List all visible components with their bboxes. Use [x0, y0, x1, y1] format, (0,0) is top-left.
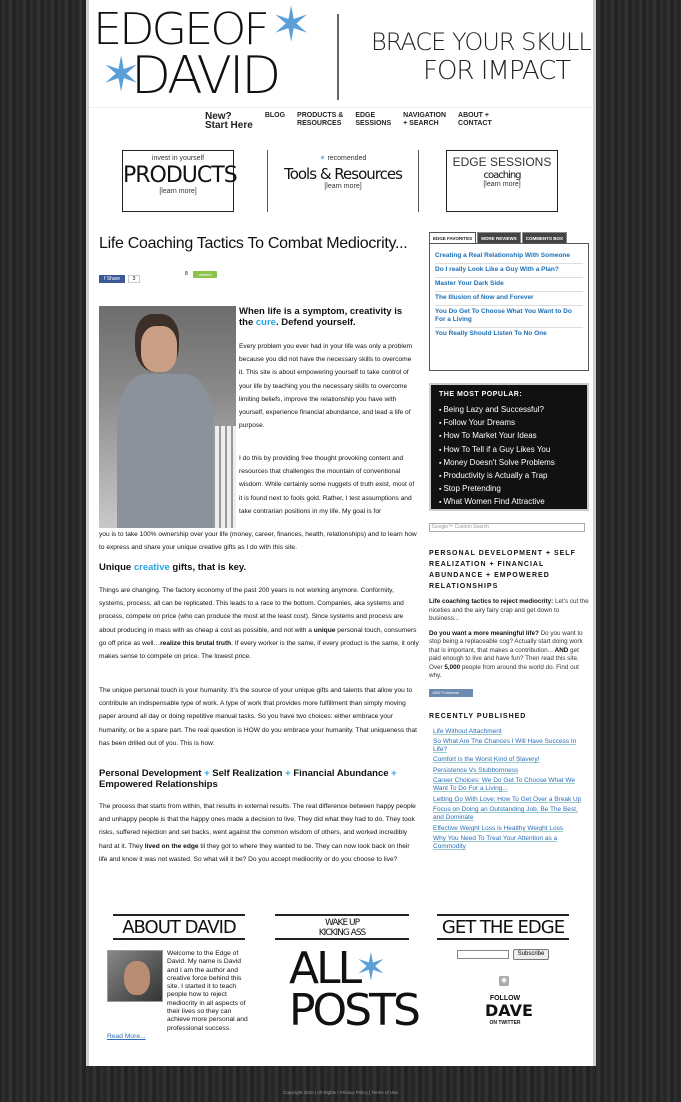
promo-learn-more: [learn more]: [159, 188, 197, 195]
pd-question: Do you want a more meaningful life?: [429, 629, 539, 637]
text-run: . If every worker is the same, if every product is the same, it only makes sense to compete on price. The lowest price.: [99, 639, 419, 661]
follow-line-1: FOLLOW: [489, 995, 521, 1002]
promo-small: EDGE SESSIONS: [452, 155, 552, 169]
text-run: people from around the world do. Find out why.: [429, 663, 579, 679]
nav-start-line-2: Start Here: [205, 120, 253, 131]
sidebar-tabs: [429, 232, 589, 243]
text-run: personal touch, consumers go off price as well…: [99, 626, 417, 647]
page-container: [86, 0, 596, 1066]
favorite-link[interactable]: Do I really Look Like a Guy With a Plan?: [435, 264, 583, 278]
nav-label: NAVIGATION: [403, 112, 447, 119]
plus-sign: +: [204, 768, 210, 779]
nav-blog[interactable]: [265, 112, 285, 120]
about-body: Welcome to the Edge of David. My name is David and I am the author and creative force behind this site. I started it to teach people how to reject mediocrity in all aspects of their lives so they can achieve more personal and professional success.: [167, 950, 248, 1032]
sec3-a: Personal Development: [99, 768, 205, 779]
feed-count-badge[interactable]: 1657 Followers: [429, 689, 473, 697]
footer-widgets: [89, 906, 593, 1056]
section-heading-personal-development: [99, 768, 419, 790]
share-count: 3: [128, 275, 140, 283]
recent-post-link[interactable]: Life Without Attachment: [433, 727, 502, 735]
logo-line-2: DAVID: [131, 46, 279, 106]
wake-line-1: WAKE UP: [324, 918, 360, 928]
sec2-pre: Unique: [99, 562, 134, 573]
promo-learn-more: [learn more]: [324, 183, 362, 190]
tweet-count: 8: [185, 271, 188, 277]
pd-body: [429, 630, 589, 681]
intro-paragraph-1: Every problem you ever had in your life was only a problem because you did not have the necessary skills to overcome it. This site is about empowering yourself to take control of your life by teaching you the necessary skills to overcome limiting beliefs, improve the relationship you have with yourself, experience financial abundance, and lead a life of purpose.: [239, 343, 412, 430]
article-title: Life Coaching Tactics To Combat Mediocrity...: [99, 235, 408, 252]
recent-post-link[interactable]: Effective Weight Loss is Healthy Weight Loss: [433, 824, 564, 832]
nav-label: PRODUCTS &: [297, 112, 344, 119]
popular-link[interactable]: ▪ How To Market Your Ideas: [439, 430, 579, 443]
tagline-line-2: FOR IMPACT: [423, 56, 571, 86]
popular-link[interactable]: ▪ Productivity is Actually a Trap: [439, 470, 579, 483]
subscribe-email-input[interactable]: [457, 950, 509, 959]
bold-text: 5,000: [444, 663, 461, 671]
photo-face: [141, 326, 177, 372]
pd-lead: Life coaching tactics to reject mediocrity:: [429, 598, 554, 605]
photo-shirt: [117, 374, 213, 528]
main-article: [99, 234, 419, 863]
popular-link[interactable]: ▪ What Women Find Attractive: [439, 496, 579, 509]
favorites-list: [429, 243, 589, 371]
most-popular-title: THE MOST POPULAR:: [439, 391, 523, 398]
favorite-link[interactable]: You Do Get To Choose What You Want to Do For a Living: [435, 306, 583, 328]
site-header: [89, 0, 593, 108]
intro-heading-post: . Defend yourself.: [275, 317, 356, 328]
follow-line-3: ON TWITTER: [489, 1020, 521, 1026]
section-heading-unique: [99, 562, 419, 573]
nav-about-contact[interactable]: [458, 112, 492, 128]
nav-label: EDGE: [355, 112, 376, 119]
nav-label: RESOURCES: [297, 120, 342, 127]
bold-text: lived on the edge: [144, 842, 199, 850]
intro-paragraph-2: I do this by providing free thought provoking content and resources that challenges the mountain of conventional wisdom. While certainly some nuggets of truth exist, most of it is found next to fools gold. Rather, I test assumptions and take contrarian positions in my life. My goal is for: [239, 455, 415, 515]
tagline-line-1: BRACE YOUR SKULL: [371, 28, 591, 56]
recent-post-link[interactable]: Career Choices: We Do Get To Choose What We Want To Do For a Living...: [433, 777, 575, 793]
nav-label: SESSIONS: [355, 120, 392, 127]
promo-learn-more: [learn more]: [483, 181, 521, 188]
popular-link[interactable]: ▪ Stop Pretending: [439, 483, 579, 496]
text-run: get paid enough to live and have fun? Then read this site. Over: [429, 646, 579, 671]
intro-heading-accent: cure: [255, 317, 276, 328]
recent-posts-list: [433, 728, 589, 852]
wake-line-2: KICKING ASS: [318, 928, 366, 938]
logo-line-1: EDGEOF: [93, 3, 267, 55]
star-icon: ✶: [271, 0, 312, 52]
site-logo[interactable]: [93, 2, 329, 106]
section-paragraph: [99, 800, 419, 866]
recent-post-link[interactable]: Comfort is the Worst Kind of Slavery!: [433, 756, 540, 764]
promo-big: PRODUCTS: [123, 163, 237, 188]
sec2-accent: creative: [133, 562, 170, 573]
intro-paragraph-3: you is to take 100% ownership over your life (money, career, finances, health, relationships) and to learn how to express and share your unique creative gifts as I do with this site.: [99, 531, 417, 552]
about-text: [107, 950, 253, 1041]
follow-twitter-link[interactable]: [485, 994, 533, 1028]
nav-label: CONTACT: [458, 120, 492, 127]
tab-edge-favorites[interactable]: EDGE FAVORITES: [429, 232, 476, 243]
most-popular-box: [429, 383, 589, 511]
author-photo: [99, 306, 236, 528]
wake-up-heading: [275, 914, 409, 940]
nav-navigation-search[interactable]: [403, 112, 446, 128]
all-posts-line-2: POSTS: [289, 985, 418, 1036]
sec2-post: gifts, that is key.: [169, 562, 247, 573]
favorite-link[interactable]: Creating a Real Relationship With Someone: [435, 250, 583, 264]
nav-products-resources[interactable]: [297, 112, 343, 128]
retweet-button[interactable]: retweet: [193, 271, 217, 278]
recent-post-link[interactable]: Letting Go With Love: How To Get Over a Break Up: [433, 795, 582, 803]
recent-post-link[interactable]: Focus on Doing an Outstanding Job, Be The Best, and Dominate: [433, 806, 578, 822]
header-divider: [337, 14, 339, 100]
copyright: Copyright 2010 | All Rights | Privacy Policy | Terms of Use: [283, 1090, 398, 1095]
bold-text: unique: [313, 626, 336, 634]
nav-start-here[interactable]: [205, 112, 253, 130]
subscribe-button[interactable]: Subscribe: [513, 949, 549, 960]
star-icon: ✶: [101, 49, 142, 102]
nav-label: BLOG: [264, 112, 286, 119]
bold-text: realize this brutal truth: [160, 639, 232, 647]
text-run: The process that starts from within, that results in external results. The real difference between happy people and unhappy people is that the happy ones made a decision to live. They did what they had to do. They took risks, suffered rejection and set backs, went against the common wisdom of others, and worked incredibly hard at it. They: [99, 803, 416, 850]
text-run: til they got to where they wanted to be. They can now look back on their life and know it was not wasted. So what will it be? Do you accept mediocrity or do you choose to live?: [99, 842, 410, 863]
section-paragraph: The unique personal touch is your humanity. It’s the source of your unique gifts and talents that allow you to contribute an indispensable type of work. A type of work that provides more fulfillment than simply moving paper around all day or doing repetitive manual tasks. So you have two choices: either embrace your humanity, or be a spare part. The real question is HOW do you embrace your humanity. That uniqueness that has been drilled out of you. This is how:: [99, 687, 418, 747]
bold-text: AND: [554, 646, 569, 654]
sidebar: [429, 232, 589, 854]
promo-small: invest in yourself: [151, 155, 205, 162]
intro-heading-pre: When life is a symptom, creativity is the: [239, 306, 403, 328]
text-run: Things are changing. The factory economy of the past 200 years is not working anymore. Conformity, systems, process, all can be replicated. This leads to a race to the bottom. Companies, aka systems and process, compete on price (who can produce the most at the least cost). Since systems and process are about producing in mass with as cheap a cost as possible, and not with a: [99, 587, 404, 634]
facebook-icon: f: [103, 276, 107, 282]
text-run: Do you want to stop being a replaceable cog? Actually start doing work that is important, that makes a contribution...: [429, 629, 583, 654]
popular-link[interactable]: ▪ How To Tell if a Guy Likes You: [439, 444, 579, 457]
favorite-link[interactable]: You Really Should Listen To No One: [435, 330, 547, 337]
get-the-edge-heading: GET THE EDGE: [437, 914, 569, 940]
recent-post-link[interactable]: So What Are The Chances I Will Have Success In Life?: [433, 737, 577, 754]
pd-intro: [429, 598, 589, 624]
promo-tools-resources[interactable]: [267, 150, 419, 212]
tab-more-reviews[interactable]: MORE REVIEWS: [477, 232, 521, 243]
share-row: [99, 271, 419, 285]
all-posts-line-1: ALL: [289, 943, 360, 994]
promo-edge-sessions[interactable]: [446, 150, 558, 212]
intro-heading: [239, 306, 419, 328]
popular-link[interactable]: ▪ Being Lazy and Successful?: [439, 404, 579, 417]
promo-products[interactable]: [122, 150, 237, 212]
popular-link[interactable]: ▪ Money Doesn't Solve Problems: [439, 457, 579, 470]
nav-label: ABOUT +: [458, 112, 489, 119]
favorite-link[interactable]: The Illusion of Now and Forever: [435, 292, 583, 306]
star-icon: ✶: [319, 155, 328, 162]
nav-label: + SEARCH: [403, 120, 439, 127]
rss-icon[interactable]: ◉: [500, 977, 508, 984]
main-nav: [205, 112, 492, 134]
plus-sign: +: [285, 768, 291, 779]
star-icon: ✶: [355, 945, 384, 989]
favorite-link[interactable]: Master Your Dark Side: [435, 278, 583, 292]
sec3-b: Self Realization: [209, 768, 286, 779]
read-more-link[interactable]: Read More...: [107, 1032, 146, 1040]
pd-lead-rest: Let's cut the niceties and the airy fairy crap and get down to business...: [429, 598, 589, 622]
all-posts-link[interactable]: [289, 943, 418, 1038]
share-label: Share: [106, 276, 121, 282]
plus-sign: +: [391, 768, 397, 779]
facebook-share-button[interactable]: [99, 275, 125, 283]
follow-line-2: DAVE: [485, 1001, 533, 1020]
sec3-c: Financial Abundance: [290, 768, 392, 779]
nav-start-line-1: New?: [205, 111, 232, 122]
about-david-heading: ABOUT DAVID: [113, 914, 245, 940]
popular-link[interactable]: ▪ Follow Your Dreams: [439, 417, 579, 430]
promo-small: [268, 154, 418, 162]
section-paragraph: [99, 584, 419, 663]
promo-big: Tools & Resources: [284, 165, 402, 183]
nav-edge-sessions[interactable]: [355, 112, 391, 128]
tab-comments-box[interactable]: COMMENTS BOX: [522, 232, 567, 243]
recent-post-link[interactable]: Why You Need To Treat Your Attention as a Commodity: [433, 835, 558, 851]
promo-small-label: recomended: [327, 155, 367, 162]
sec3-d: Empowered Relationships: [99, 779, 218, 790]
promo-big: coaching: [483, 170, 521, 181]
recently-published-title: RECENTLY PUBLISHED: [429, 712, 527, 720]
recent-post-link[interactable]: Persistence Vs Stubbornness: [433, 766, 519, 774]
search-input[interactable]: Google™ Custom Search: [429, 523, 585, 532]
pd-title: PERSONAL DEVELOPMENT + SELF REALIZATION + FINANCIAL ABUNDANCE + EMPOWERED RELATIONSHIPS: [429, 550, 576, 590]
